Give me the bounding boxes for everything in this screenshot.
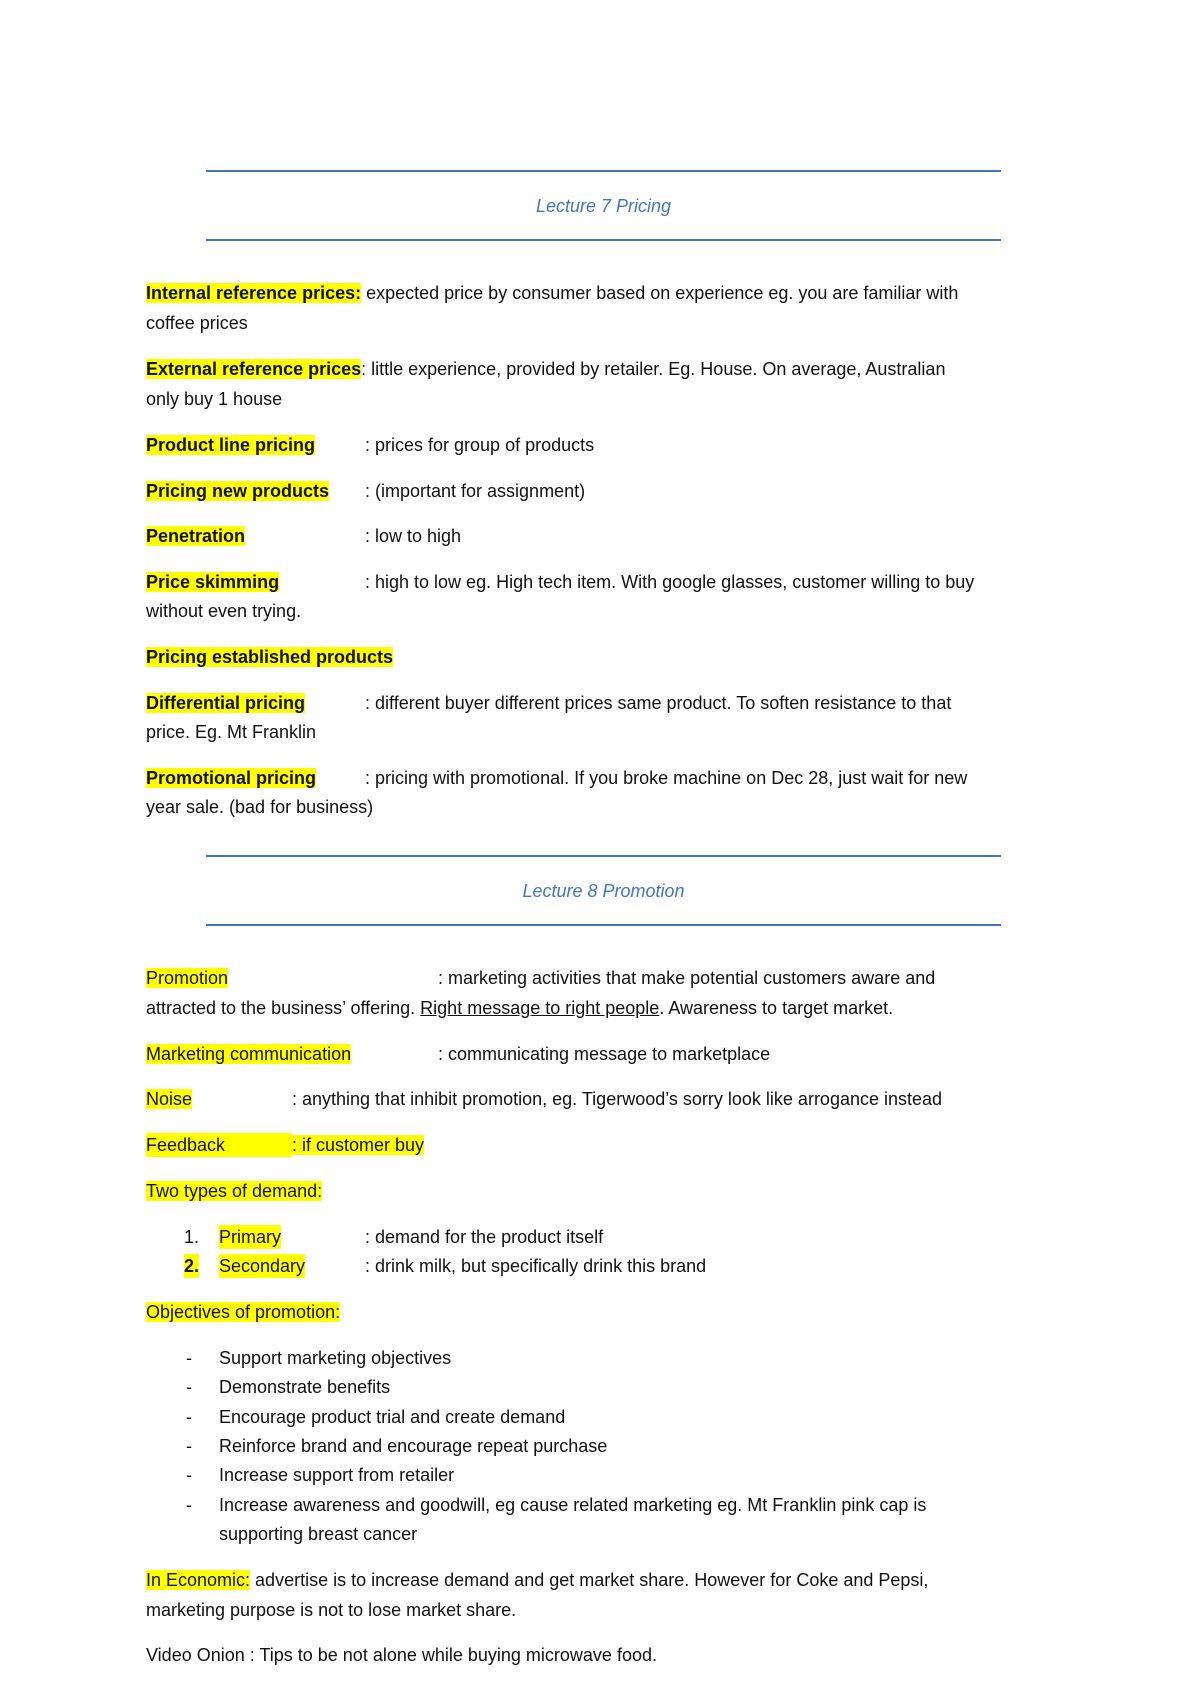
dash-bullet: - — [186, 1407, 192, 1427]
term-promotion: Promotion — [146, 968, 229, 988]
term-skimming: Price skimming — [146, 572, 280, 592]
objective-text: Increase support from retailer — [219, 1465, 455, 1485]
term-new-products: Pricing new products — [146, 481, 330, 501]
promotion-line — [146, 966, 1076, 990]
new-products-def: : (important for assignment) — [365, 481, 586, 501]
header-rule-top — [206, 170, 1001, 172]
promotional-line — [146, 766, 1076, 790]
differential-line — [146, 691, 1076, 715]
dash-bullet: - — [186, 1348, 192, 1368]
economic-def: advertise is to increase demand and get market share. However for Coke and Pepsi, — [250, 1570, 929, 1590]
new-products-line — [146, 479, 1076, 503]
term-economic: In Economic: — [146, 1570, 251, 1590]
objective-text: Encourage product trial and create demand — [219, 1407, 566, 1427]
promotion-def-2b: . Awareness to target market. — [659, 998, 894, 1018]
demand-heading: Two types of demand: — [146, 1181, 323, 1201]
term-established: Pricing established products — [146, 647, 394, 667]
secondary-def: : drink milk, but specifically drink this brand — [365, 1256, 707, 1276]
established-line — [146, 645, 1076, 669]
term-external-ref: External reference prices — [146, 359, 362, 379]
differential-line-2: price. Eg. Mt Franklin — [146, 722, 317, 742]
marcom-def: : communicating message to marketplace — [438, 1044, 771, 1064]
objectives-heading: Objectives of promotion: — [146, 1302, 341, 1322]
header-rule-top-2 — [206, 855, 1001, 857]
primary-def: : demand for the product itself — [365, 1227, 604, 1247]
term-noise: Noise — [146, 1089, 193, 1109]
economic-line — [146, 1568, 1076, 1592]
term-marcom: Marketing communication — [146, 1044, 352, 1064]
penetration-def: : low to high — [365, 526, 462, 546]
video-onion-line: Video Onion : Tips to be not alone while buying microwave food. — [146, 1645, 657, 1665]
feedback-def: : if customer buy — [292, 1135, 425, 1155]
demand-item-number: 2. — [184, 1256, 200, 1276]
noise-line — [146, 1087, 1076, 1111]
noise-def: : anything that inhibit promotion, eg. Tigerwood’s sorry look like arrogance instead — [292, 1089, 943, 1109]
promotional-line-2: year sale. (bad for business) — [146, 797, 374, 817]
differential-def: : different buyer different prices same product. To soften resistance to that — [365, 693, 952, 713]
dash-bullet: - — [186, 1495, 192, 1515]
product-line-def: : prices for group of products — [365, 435, 595, 455]
penetration-line — [146, 524, 1076, 548]
promotion-def-2a: attracted to the business’ offering. — [146, 998, 421, 1018]
lecture8-title: Lecture 8 Promotion — [522, 881, 685, 901]
header-rule-bottom — [206, 239, 1001, 241]
skimming-def: : high to low eg. High tech item. With google glasses, customer willing to buy — [365, 572, 975, 592]
objective-text: Reinforce brand and encourage repeat purchase — [219, 1436, 608, 1456]
skimming-line — [146, 570, 1076, 594]
term-internal-ref: Internal reference prices: — [146, 283, 362, 303]
objective-text: Demonstrate benefits — [219, 1377, 391, 1397]
objectives-heading-line — [146, 1300, 1076, 1324]
objective-text: Increase awareness and goodwill, eg cause related marketing eg. Mt Franklin pink cap is — [219, 1495, 927, 1515]
external-ref-def: : little experience, provided by retailer. Eg. House. On average, Australian — [361, 359, 946, 379]
term-feedback: Feedback — [146, 1133, 292, 1157]
promotional-def: : pricing with promotional. If you broke machine on Dec 28, just wait for new — [365, 768, 968, 788]
promotion-underlined: Right message to right people — [420, 998, 660, 1018]
header-rule-bottom-2 — [206, 924, 1001, 926]
objective-text: supporting breast cancer — [219, 1524, 418, 1544]
term-secondary: Secondary — [219, 1256, 306, 1276]
promotion-def: : marketing activities that make potential customers aware and — [438, 968, 936, 988]
lecture7-title: Lecture 7 Pricing — [535, 196, 672, 216]
demand-heading-line — [146, 1179, 1076, 1203]
skimming-line-2: without even trying. — [146, 601, 302, 621]
dash-bullet: - — [186, 1436, 192, 1456]
marcom-line — [146, 1042, 1076, 1066]
internal-ref-line — [146, 281, 1076, 305]
promotion-line-2 — [146, 996, 1076, 1020]
term-product-line: Product line pricing — [146, 435, 316, 455]
product-line-line — [146, 433, 1076, 457]
dash-bullet: - — [186, 1465, 192, 1485]
internal-ref-def: expected price by consumer based on experience eg. you are familiar with — [361, 283, 959, 303]
demand-item-number: 1. — [184, 1227, 200, 1247]
term-penetration: Penetration — [146, 526, 246, 546]
internal-ref-line-2: coffee prices — [146, 313, 248, 333]
objective-text: Support marketing objectives — [219, 1348, 452, 1368]
external-ref-line-2: only buy 1 house — [146, 389, 283, 409]
feedback-line — [146, 1133, 1076, 1157]
term-differential: Differential pricing — [146, 693, 306, 713]
external-ref-line — [146, 357, 1076, 381]
dash-bullet: - — [186, 1377, 192, 1397]
economic-line-2: marketing purpose is not to lose market share. — [146, 1600, 517, 1620]
term-primary: Primary — [219, 1227, 281, 1247]
term-promotional: Promotional pricing — [146, 768, 317, 788]
